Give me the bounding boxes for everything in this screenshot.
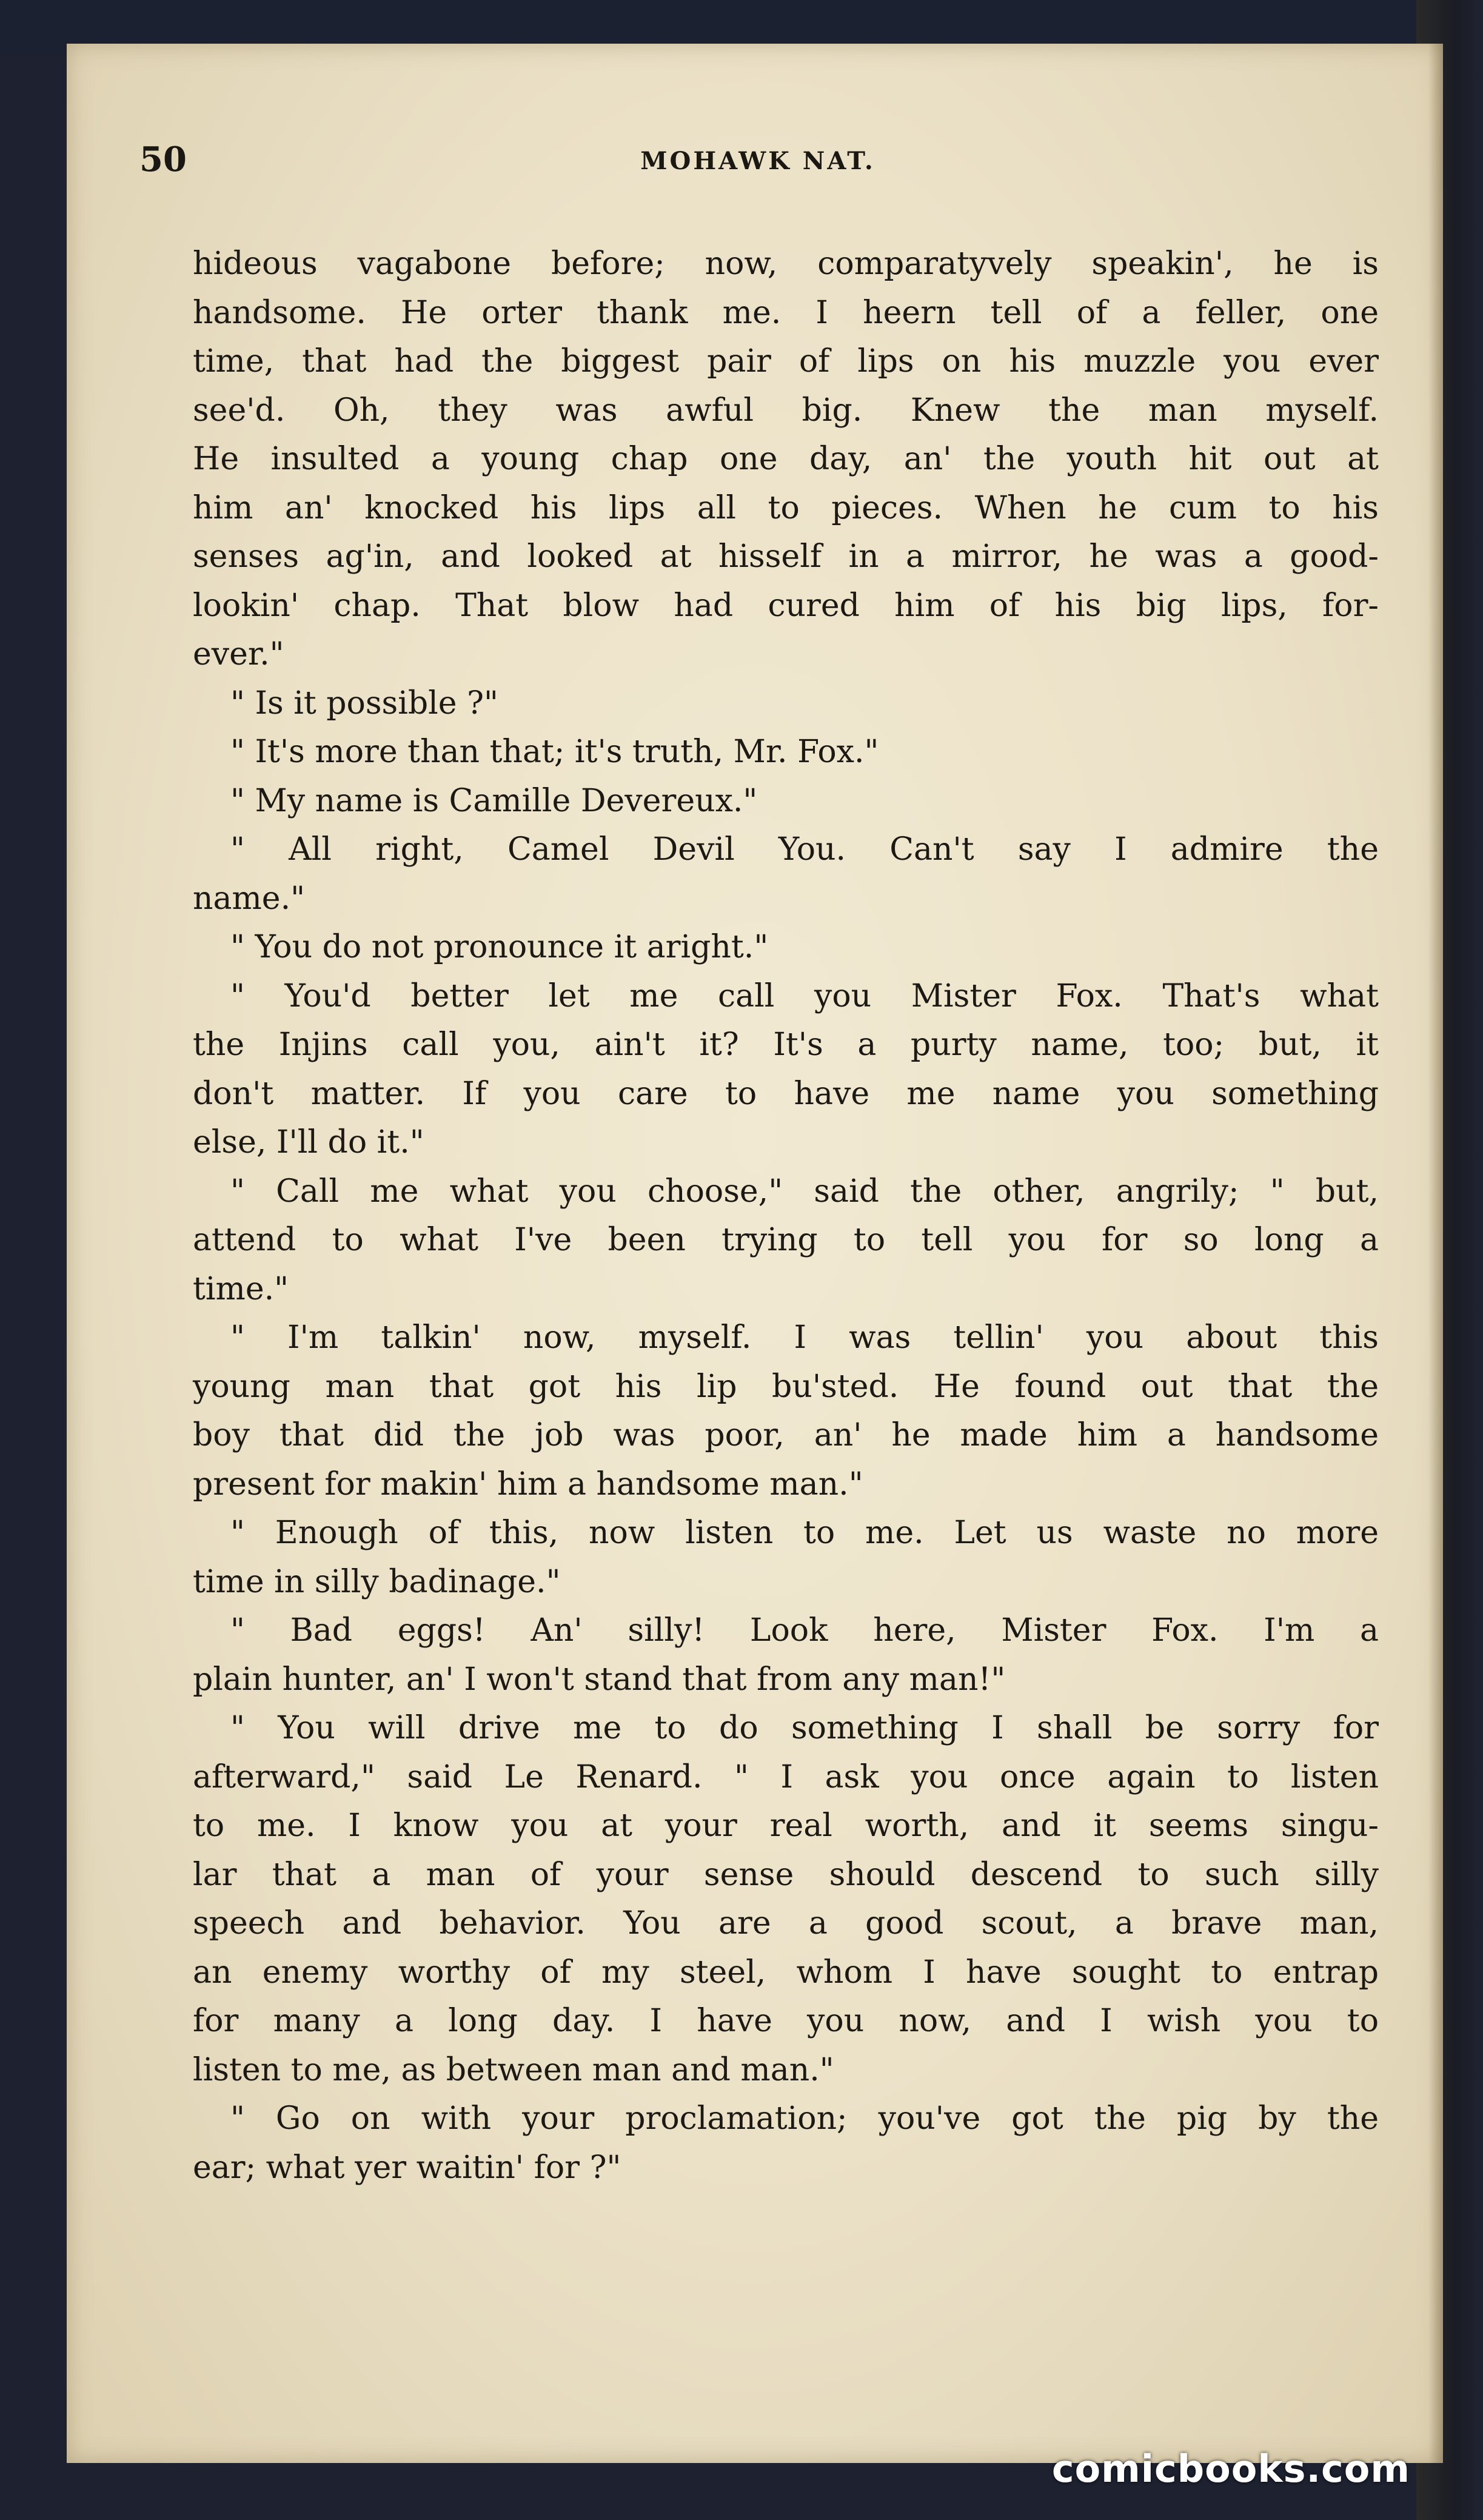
text-line: present for makin' him a handsome man." (193, 1466, 863, 1503)
body-text (193, 240, 1379, 2192)
text-line: " It's more than that; it's truth, Mr. Fox." (230, 734, 879, 770)
text-line: " You'd better let me call you Mister Fox. That's what (230, 977, 1379, 1014)
text-line: senses ag'in, and looked at hisself in a mirror, he was a good- (193, 538, 1379, 575)
running-head: MOHAWK NAT. (640, 147, 875, 175)
text-line: the Injins call you, ain't it? It's a purty name, too; but, it (193, 1027, 1379, 1063)
text-line: " Bad eggs! An' silly! Look here, Mister Fox. I'm a (230, 1612, 1379, 1649)
text-line: see'd. Oh, they was awful big. Knew the man myself. (193, 392, 1379, 429)
text-line: handsome. He orter thank me. I heern tell of a feller, one (193, 294, 1379, 331)
text-line: him an' knocked his lips all to pieces. When he cum to his (193, 489, 1379, 526)
text-line: " I'm talkin' now, myself. I was tellin' you about this (230, 1319, 1379, 1356)
text-line: " Call me what you choose," said the other, angrily; " but, (230, 1173, 1379, 1210)
text-line: " Is it possible ?" (230, 685, 498, 722)
text-line: young man that got his lip bu'sted. He found out that the (193, 1368, 1379, 1405)
text-line: an enemy worthy of my steel, whom I have sought to entrap (193, 1954, 1379, 1991)
text-line: " Go on with your proclamation; you've got the pig by the (230, 2100, 1379, 2137)
text-line: listen to me, as between man and man." (193, 2051, 834, 2088)
watermark: comicbooks.com (1051, 2447, 1410, 2491)
page-number: 50 (139, 139, 187, 179)
text-line: attend to what I've been trying to tell you for so long a (193, 1222, 1379, 1258)
text-line: " Enough of this, now listen to me. Let us waste no more (230, 1515, 1379, 1551)
text-line: hideous vagabone before; now, comparatyvely speakin', he is (193, 246, 1379, 282)
text-line: ever." (193, 636, 284, 672)
text-line: time." (193, 1270, 289, 1307)
text-line: " You do not pronounce it aright." (230, 929, 769, 965)
text-line: He insulted a young chap one day, an' the youth hit out at (193, 441, 1379, 477)
text-line: don't matter. If you care to have me name you something (193, 1075, 1379, 1112)
text-line: else, I'll do it." (193, 1124, 424, 1161)
page-edge-shadow (1428, 44, 1443, 2463)
text-line: " You will drive me to do something I shall be sorry for (230, 1710, 1379, 1746)
text-line: boy that did the job was poor, an' he made him a handsome (193, 1417, 1379, 1453)
text-line: ear; what yer waitin' for ?" (193, 2149, 621, 2186)
text-line: plain hunter, an' I won't stand that from any man!" (193, 1661, 1006, 1698)
text-line: " My name is Camille Devereux." (230, 782, 758, 819)
text-line: for many a long day. I have you now, and I wish you to (193, 2003, 1379, 2039)
text-line: name." (193, 880, 306, 917)
text-line: time in silly badinage." (193, 1563, 561, 1600)
text-line: lookin' chap. That blow had cured him of his big lips, for- (193, 587, 1379, 624)
text-line: afterward," said Le Renard. " I ask you once again to listen (193, 1758, 1379, 1795)
text-line: time, that had the biggest pair of lips on his muzzle you ever (193, 343, 1379, 380)
text-line: speech and behavior. You are a good scout, a brave man, (193, 1905, 1379, 1942)
text-line: to me. I know you at your real worth, and it seems singu- (193, 1808, 1379, 1844)
text-line: " All right, Camel Devil You. Can't say I admire the (230, 831, 1379, 868)
text-line: lar that a man of your sense should descend to such silly (193, 1856, 1379, 1893)
page-header (139, 139, 1376, 194)
